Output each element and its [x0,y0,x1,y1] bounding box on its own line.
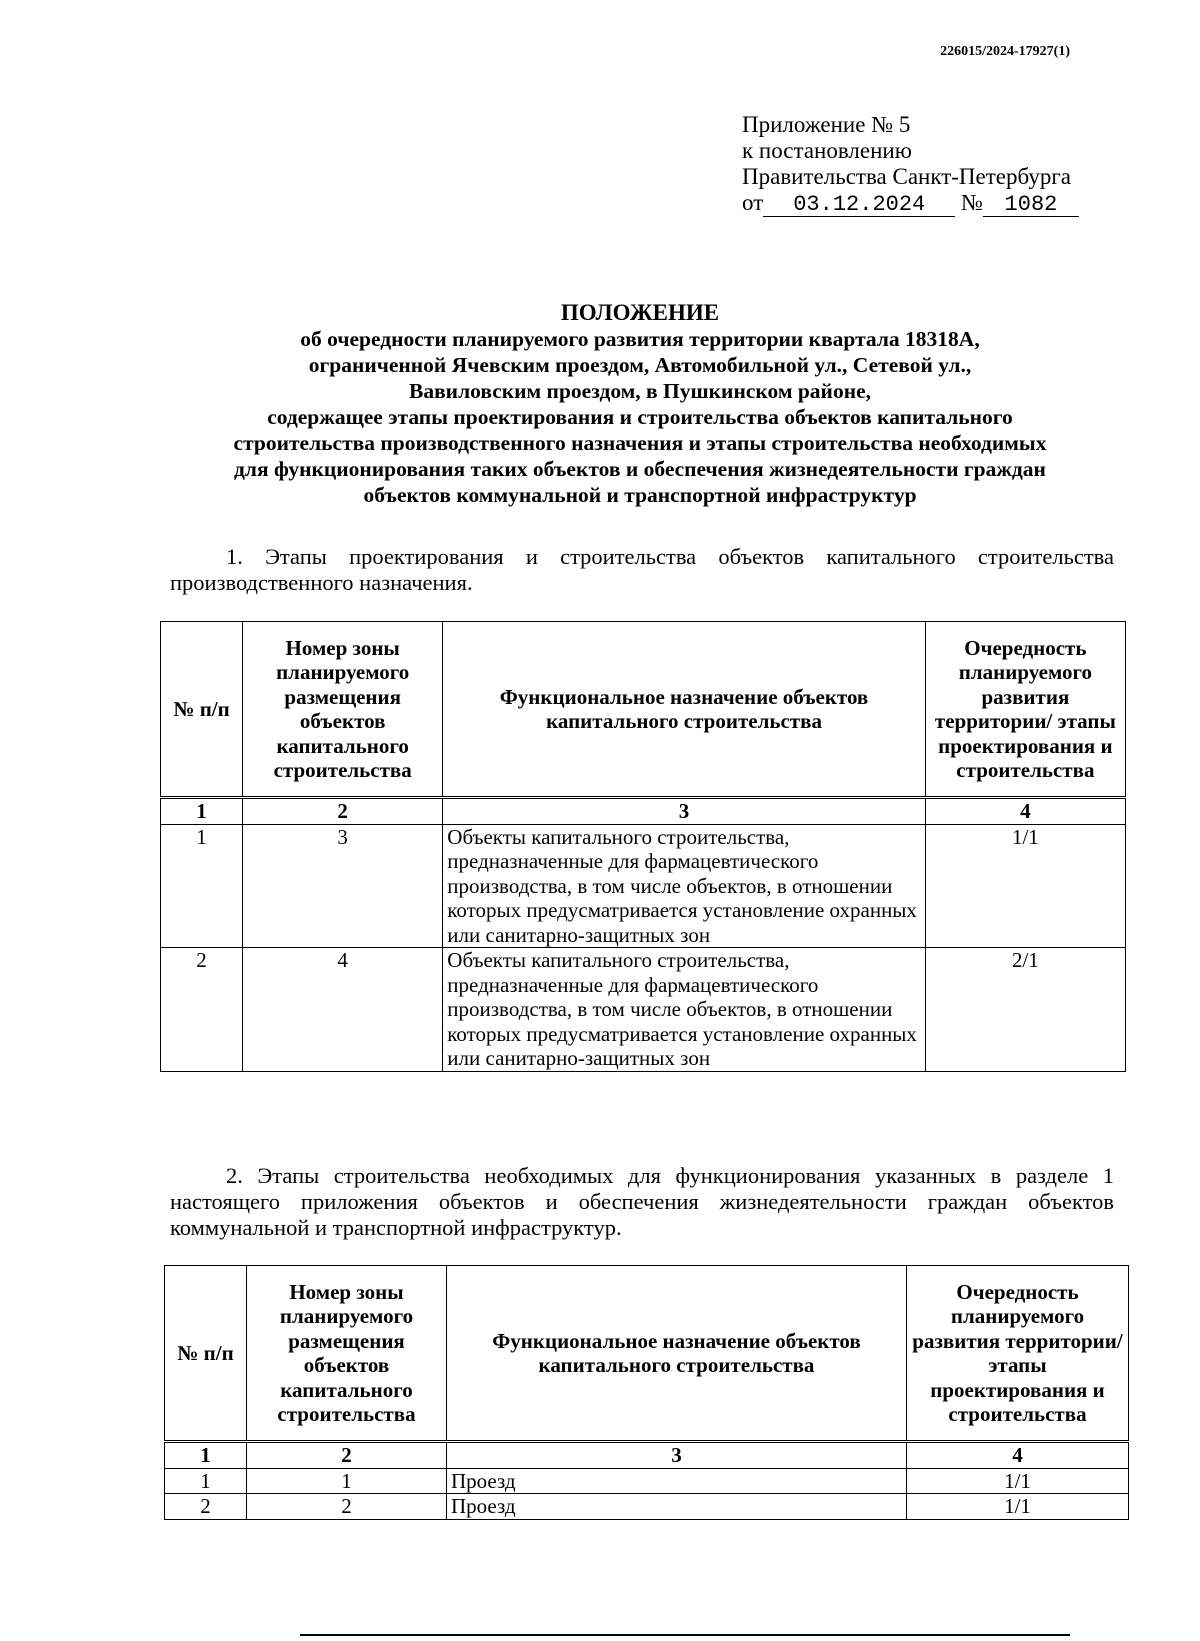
document-number: 226015/2024-17927(1) [940,44,1070,59]
title-line: содержащее этапы проектирования и строительства объектов капитального [267,405,1013,429]
column-number-row [165,1442,1129,1469]
title-line: Вавиловским проездом, в Пушкинском районе, [408,379,871,403]
from-label: от [742,190,764,215]
header-number: № п/п [165,1266,247,1442]
title-line: об очередности планируемого развития территории квартала 18318А, [300,327,980,351]
header-zone: Номер зоны планируемого размещения объектов капитального строительства [247,1266,447,1442]
resolution-number: 1082 [983,194,1079,217]
column-number: 1 [161,798,243,825]
column-number: 4 [925,798,1125,825]
table-row [165,1468,1129,1494]
title-line: объектов коммунальной и транспортной инфраструктур [363,483,917,507]
cell-zone: 2 [247,1494,447,1520]
page-title: ПОЛОЖЕНИЕ [560,300,720,325]
cell-purpose: Объекты капитального строительства, предназначенные для фармацевтического производства, в том числе объектов, в отношении которых предусматривается установление охранных или санитарно-защитных зон [443,948,926,1072]
header-purpose: Функциональное назначение объектов капитального строительства [443,622,926,798]
header-stage: Очередность планируемого развития территории/ этапы проектирования и строительства [925,622,1125,798]
section-2-text: 2. Этапы строительства необходимых для функционирования указанных в разделе 1 настоящего приложения объектов и обеспечения жизнедеятельности граждан объектов коммунальной и транспортной инфраструктур. [170,1163,1114,1240]
table-row [165,1494,1129,1520]
appendix-line-3: Правительства Санкт-Петербурга [742,164,1071,189]
cell-stage: 1/1 [907,1468,1129,1494]
title-line: строительства производственного назначения и этапы строительства необходимых [233,431,1047,455]
cell-zone: 3 [243,824,443,948]
column-number: 4 [907,1442,1129,1469]
title-line: ограниченной Ячевским проездом, Автомобильной ул., Сетевой ул., [308,353,972,377]
cell-purpose: Проезд [447,1468,907,1494]
cell-stage: 1/1 [925,824,1125,948]
title-line: для функционирования таких объектов и обеспечения жизнедеятельности граждан [234,457,1046,481]
header-purpose: Функциональное назначение объектов капитального строительства [447,1266,907,1442]
cell-number: 1 [165,1468,247,1494]
cell-purpose: Проезд [447,1494,907,1520]
cell-number: 2 [165,1494,247,1520]
column-number-row [161,798,1126,825]
appendix-line-2: к постановлению [742,138,912,163]
document-title [170,300,1110,508]
number-label: № [961,190,983,215]
cell-zone: 4 [243,948,443,1072]
header-stage: Очередность планируемого развития территории/ этапы проектирования и строительства [907,1266,1129,1442]
appendix-date-line [742,190,1079,217]
cell-stage: 2/1 [925,948,1125,1072]
cell-stage: 1/1 [907,1494,1129,1520]
table-row [161,824,1126,948]
cell-purpose: Объекты капитального строительства, предназначенные для фармацевтического производства, в том числе объектов, в отношении которых предусматривается установление охранных или санитарно-защитных зон [443,824,926,948]
table-section-1 [160,621,1126,1072]
cell-number: 2 [161,948,243,1072]
resolution-date: 03.12.2024 [763,194,955,217]
table-row [161,948,1126,1072]
column-number: 2 [243,798,443,825]
appendix-line-1: Приложение № 5 [742,112,911,137]
cell-zone: 1 [247,1468,447,1494]
column-number: 1 [165,1442,247,1469]
cell-number: 1 [161,824,243,948]
column-number: 2 [247,1442,447,1469]
appendix-block [742,112,1079,217]
header-zone: Номер зоны планируемого размещения объектов капитального строительства [243,622,443,798]
table-section-2 [164,1265,1129,1520]
page-bottom-rule [300,1634,1070,1636]
column-number: 3 [443,798,926,825]
column-number: 3 [447,1442,907,1469]
header-number: № п/п [161,622,243,798]
section-1-text: 1. Этапы проектирования и строительства объектов капитального строительства производственного назначения. [170,544,1114,595]
